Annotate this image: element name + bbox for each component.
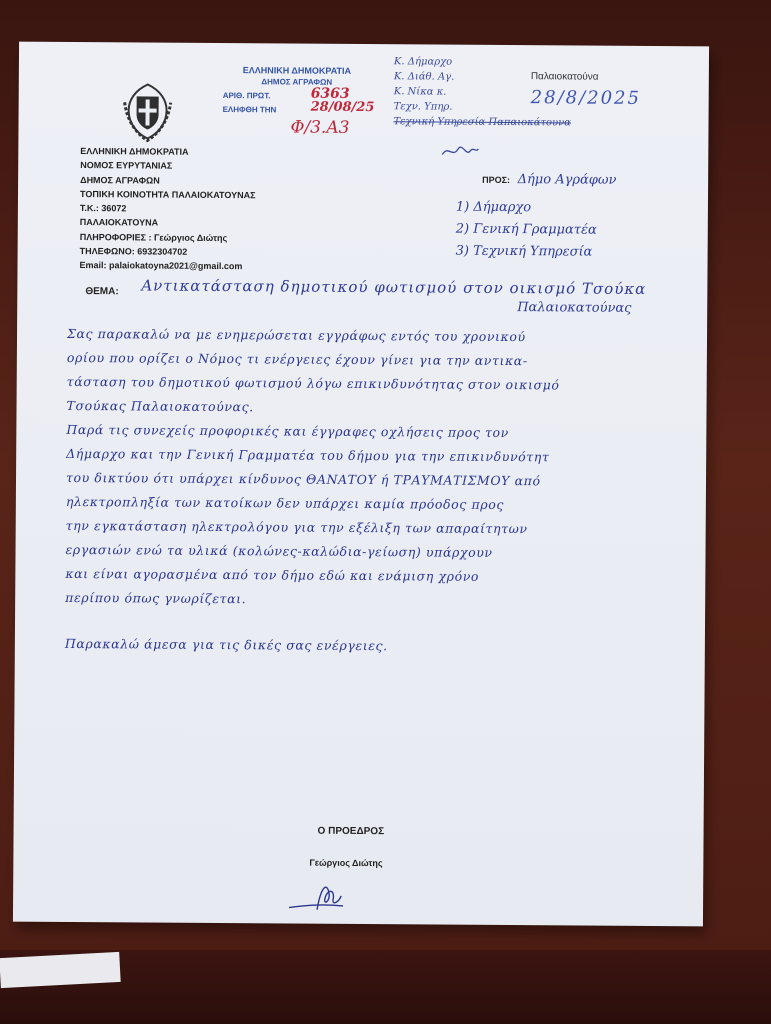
letter-body	[65, 316, 687, 660]
body-line: και είναι αγορασμένα από τον δήμο εδώ και ενάμιση χρόνο	[65, 565, 480, 584]
protocol-number: 6363	[310, 85, 350, 102]
stamp-line-1: ΕΛΛΗΝΙΚΗ ΔΗΜΟΚΡΑΤΙΑ	[242, 65, 352, 76]
greek-coat-of-arms-icon	[116, 80, 178, 142]
stamp-line-4: ΕΛΗΦΘΗ ΤΗΝ	[222, 105, 277, 115]
routing-note: Κ. Νίκα κ.	[393, 86, 447, 98]
subject-text-cont: Παλαιοκατούνας	[517, 300, 632, 316]
body-line: Σας παρακαλώ να με ενημερώσεται εγγράφως εντός του χρονικού	[66, 325, 526, 345]
sender-line: ΝΟΜΟΣ ΕΥΡΥΤΑΝΙΑΣ	[80, 160, 173, 171]
subject-text: Αντικατάσταση δημοτικού φωτισμού στον οικισμό Τσούκα	[141, 276, 647, 298]
signoff-name: Γεώργιος Διώτης	[309, 857, 383, 869]
stamp-line-3: ΑΡΙΘ. ΠΡΩΤ.	[222, 91, 271, 101]
received-date: 28/08/25	[310, 99, 375, 116]
recipient-line	[482, 171, 616, 188]
to-label: ΠΡΟΣ:	[482, 174, 511, 186]
body-line: Τσούκας Παλαιοκατούνας.	[66, 397, 254, 415]
body-line: Δήμαρχο και την Γενική Γραμματέα του δήμου για την επικινδυνότητ	[66, 445, 550, 465]
letter-page	[13, 42, 709, 927]
to-value: Δήμο Αγράφων	[517, 172, 617, 188]
registry-stamp	[211, 55, 383, 120]
body-line: ηλεκτροπληξία των κατοίκων δεν υπάρχει καμία πρόοδος προς	[65, 493, 505, 512]
handwritten-signature	[283, 875, 363, 916]
sender-line: ΤΟΠΙΚΗ ΚΟΙΝΟΤΗΤΑ ΠΑΛΑΙΟΚΑΤΟΥΝΑΣ	[79, 188, 256, 201]
recipient-item: 1) Δήμαρχο	[455, 199, 532, 216]
recipient-item: 3) Τεχνική Υπηρεσία	[455, 243, 593, 260]
body-line: ορίου που ορίζει ο Νόμος τι ενέργειες έχουν γίνει για την αντικα-	[66, 349, 528, 369]
sender-line: ΠΑΛΑΙΟΚΑΤΟΥΝΑ	[79, 217, 159, 229]
body-line: του δικτύου ότι υπάρχει κίνδυνος ΘΑΝΑΤΟΥ ή ΤΡΑΥΜΑΤΙΣΜΟΥ από	[65, 469, 541, 489]
recipient-list	[456, 197, 597, 264]
subject-label: ΘΕΜΑ:	[85, 286, 119, 298]
recipient-item: 2) Γενική Γραμματέα	[455, 221, 597, 238]
routing-note-struck: Τεχνική Υπηρεσία Παπαιοκάτουνα	[393, 116, 572, 129]
sender-line: ΔΗΜΟΣ ΑΓΡΑΦΩΝ	[80, 174, 160, 186]
sender-line: ΠΛΗΡΟΦΟΡΙΕΣ : Γεώργιος Διώτης	[79, 231, 228, 243]
body-line: περίπου όπως γνωρίζεται.	[65, 589, 247, 607]
routing-note: Κ. Δήμαρχο	[393, 56, 453, 68]
sender-email: Email: palaiokatoyna2021@gmail.com	[79, 260, 243, 272]
body-line-closing: Παρακαλώ άμεσα για τις δικές σας ενέργειες.	[64, 635, 388, 654]
body-line: εργασιών ενώ τα υλικά (κολώνες-καλώδια-γείωση) υπάρχουν	[65, 541, 493, 560]
initials-scribble	[440, 143, 480, 161]
sender-line: Τ.Κ.: 36072	[79, 203, 127, 214]
sender-line: ΕΛΛΗΝΙΚΗ ΔΗΜΟΚΡΑΤΙΑ	[80, 146, 189, 157]
routing-note: Κ. Διάθ. Αγ.	[393, 71, 455, 83]
sender-line: ΤΗΛΕΦΩΝΟ: 6932304702	[79, 246, 188, 257]
place-label: Παλαιοκατούνα	[530, 71, 599, 83]
body-line: την εγκατάσταση ηλεκτρολόγου για την εξέλιξη των απαραίτητων	[65, 517, 528, 537]
sender-block	[79, 144, 255, 274]
body-line: τάσταση του δημοτικού φωτισμού λόγω επικινδυνότητας στον οικισμό	[66, 373, 560, 393]
letter-date: 28/8/2025	[530, 87, 642, 109]
signoff-title: Ο ΠΡΟΕΔΡΟΣ	[317, 825, 385, 838]
paper-strip	[0, 952, 121, 988]
stamp-line-2: ΔΗΜΟΣ ΑΓΡΑΦΩΝ	[261, 77, 333, 87]
body-line: Παρά τις συνεχείς προφορικές και έγγραφες οχλήσεις προς τον	[66, 421, 509, 441]
file-code: Φ/3.Α3	[290, 117, 350, 138]
routing-note: Τεχν. Υπηρ.	[393, 101, 453, 113]
